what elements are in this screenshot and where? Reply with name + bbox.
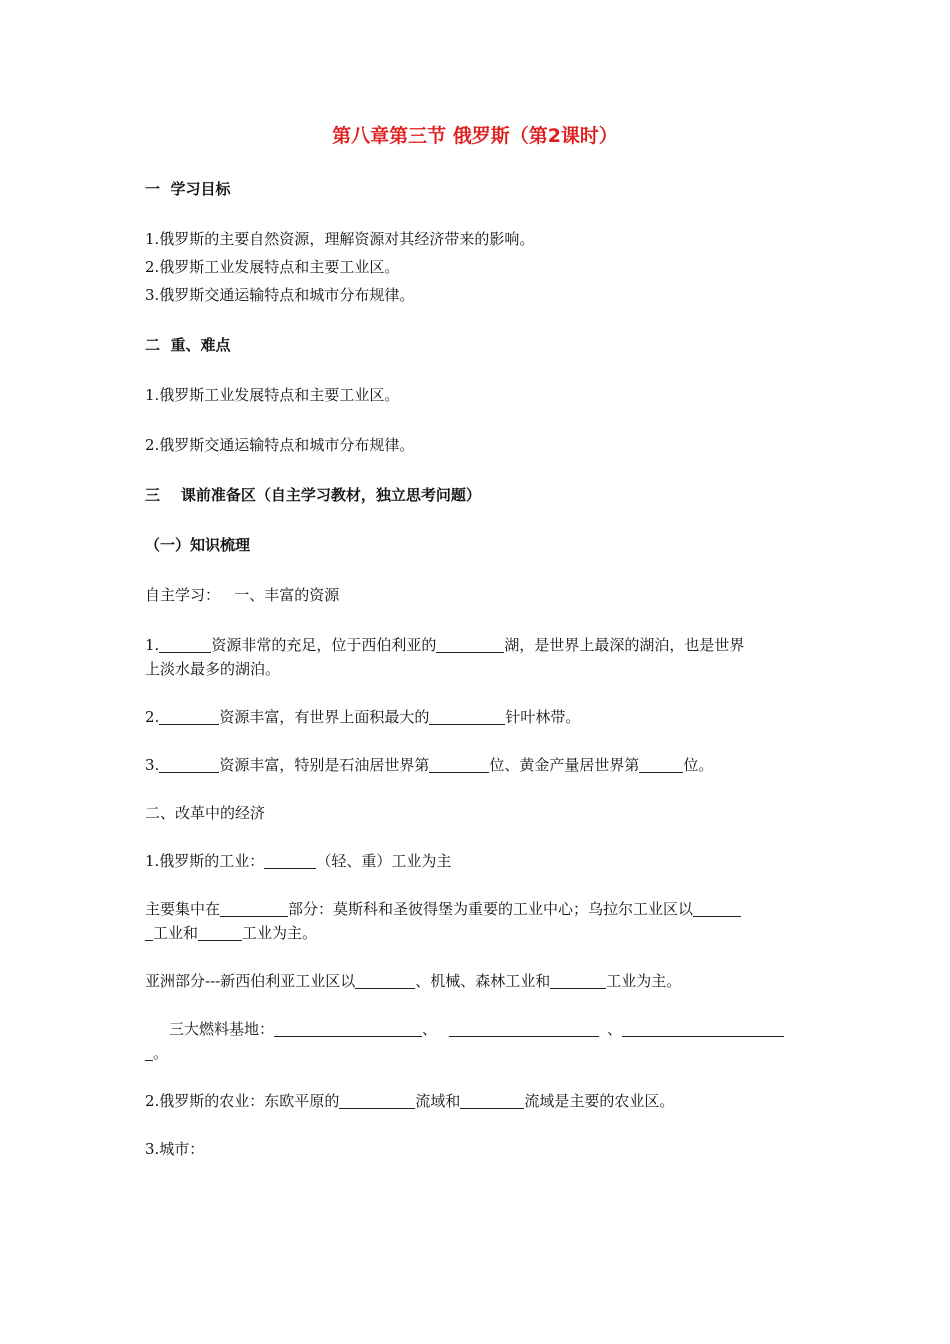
question-text: 2.俄罗斯的农业：东欧平原的 [145, 1092, 340, 1110]
agriculture-line [145, 1090, 810, 1112]
question-1-continued: 上淡水最多的湖泊。 [145, 660, 281, 678]
answer-blank [693, 900, 741, 917]
key-point-item: 2.俄罗斯交通运输特点和城市分布规律。 [145, 436, 415, 454]
question-text: 工业和 [153, 924, 199, 942]
answer-blank [145, 924, 153, 941]
question-text: 工业为主。 [606, 972, 682, 990]
section-heading-key-points: 二 重、难点 [145, 336, 231, 354]
question-text: 湖，是世界上最深的湖泊，也是世界 [504, 636, 745, 654]
question-1 [145, 634, 810, 656]
question-text: 、机械、森林工业和 [415, 972, 551, 990]
answer-blank [159, 708, 219, 725]
section-heading-goals: 一 学习目标 [145, 180, 231, 198]
answer-blank [145, 1044, 153, 1061]
question-text: 。 [153, 1044, 169, 1062]
question-number: 3. [145, 756, 160, 774]
answer-blank [622, 1020, 784, 1037]
question-text: 流域和 [415, 1092, 461, 1110]
question-text: 资源丰富，特别是石油居世界第 [219, 756, 430, 774]
answer-blank [460, 1092, 524, 1109]
industry-line-1 [145, 850, 810, 872]
question-text: 位。 [683, 756, 714, 774]
answer-blank [429, 756, 489, 773]
asia-industry-line [145, 970, 810, 992]
question-text: 部分：莫斯科和圣彼得堡为重要的工业中心；乌拉尔工业区以 [288, 900, 694, 918]
economy-heading: 二、改革中的经济 [145, 804, 266, 822]
answer-blank [449, 1020, 599, 1037]
answer-blank [198, 924, 242, 941]
answer-blank [274, 1020, 422, 1037]
fuel-base-line [145, 1018, 810, 1040]
self-study-heading: 自主学习： 一、丰富的资源 [145, 586, 340, 604]
question-text: 资源丰富，有世界上面积最大的 [219, 708, 430, 726]
answer-blank [355, 972, 415, 989]
industry-line-2 [145, 898, 810, 920]
goal-item: 1.俄罗斯的主要自然资源，理解资源对其经济带来的影响。 [145, 230, 535, 248]
question-text: 、 [422, 1020, 438, 1038]
question-text: 主要集中在 [145, 900, 221, 918]
answer-blank [159, 756, 219, 773]
question-text: 1.俄罗斯的工业： [145, 852, 265, 870]
answer-blank [550, 972, 606, 989]
question-text: 流域是主要的农业区。 [524, 1092, 675, 1110]
section-heading-preparation: 三 课前准备区（自主学习教材，独立思考问题） [145, 486, 481, 504]
answer-blank [639, 756, 683, 773]
subsection-heading-knowledge: （一）知识梳理 [145, 536, 251, 554]
goal-item: 3.俄罗斯交通运输特点和城市分布规律。 [145, 286, 415, 304]
answer-blank [159, 636, 211, 653]
question-text: 三大燃料基地： [169, 1020, 275, 1038]
page-title: 第八章第三节 俄罗斯（第2课时） [332, 125, 618, 147]
answer-blank [429, 708, 505, 725]
question-text: （轻、重）工业为主 [316, 852, 452, 870]
question-text: 针叶林带。 [505, 708, 581, 726]
goal-item: 2.俄罗斯工业发展特点和主要工业区。 [145, 258, 400, 276]
question-text: 位、黄金产量居世界第 [489, 756, 640, 774]
question-number: 2. [145, 708, 160, 726]
answer-blank [339, 1092, 415, 1109]
question-number: 1. [145, 636, 160, 654]
fuel-base-line-continued [145, 1042, 810, 1064]
question-3 [145, 754, 810, 776]
question-text: 、 [607, 1020, 623, 1038]
question-text: 资源非常的充足，位于西伯利亚的 [211, 636, 437, 654]
answer-blank [264, 852, 316, 869]
city-line: 3.城市： [145, 1140, 205, 1158]
answer-blank [220, 900, 288, 917]
question-text: 工业为主。 [242, 924, 318, 942]
industry-line-2-continued [145, 922, 810, 944]
answer-blank [436, 636, 504, 653]
key-point-item: 1.俄罗斯工业发展特点和主要工业区。 [145, 386, 400, 404]
question-text: 亚洲部分---新西伯利亚工业区以 [145, 972, 356, 990]
question-2 [145, 706, 810, 728]
